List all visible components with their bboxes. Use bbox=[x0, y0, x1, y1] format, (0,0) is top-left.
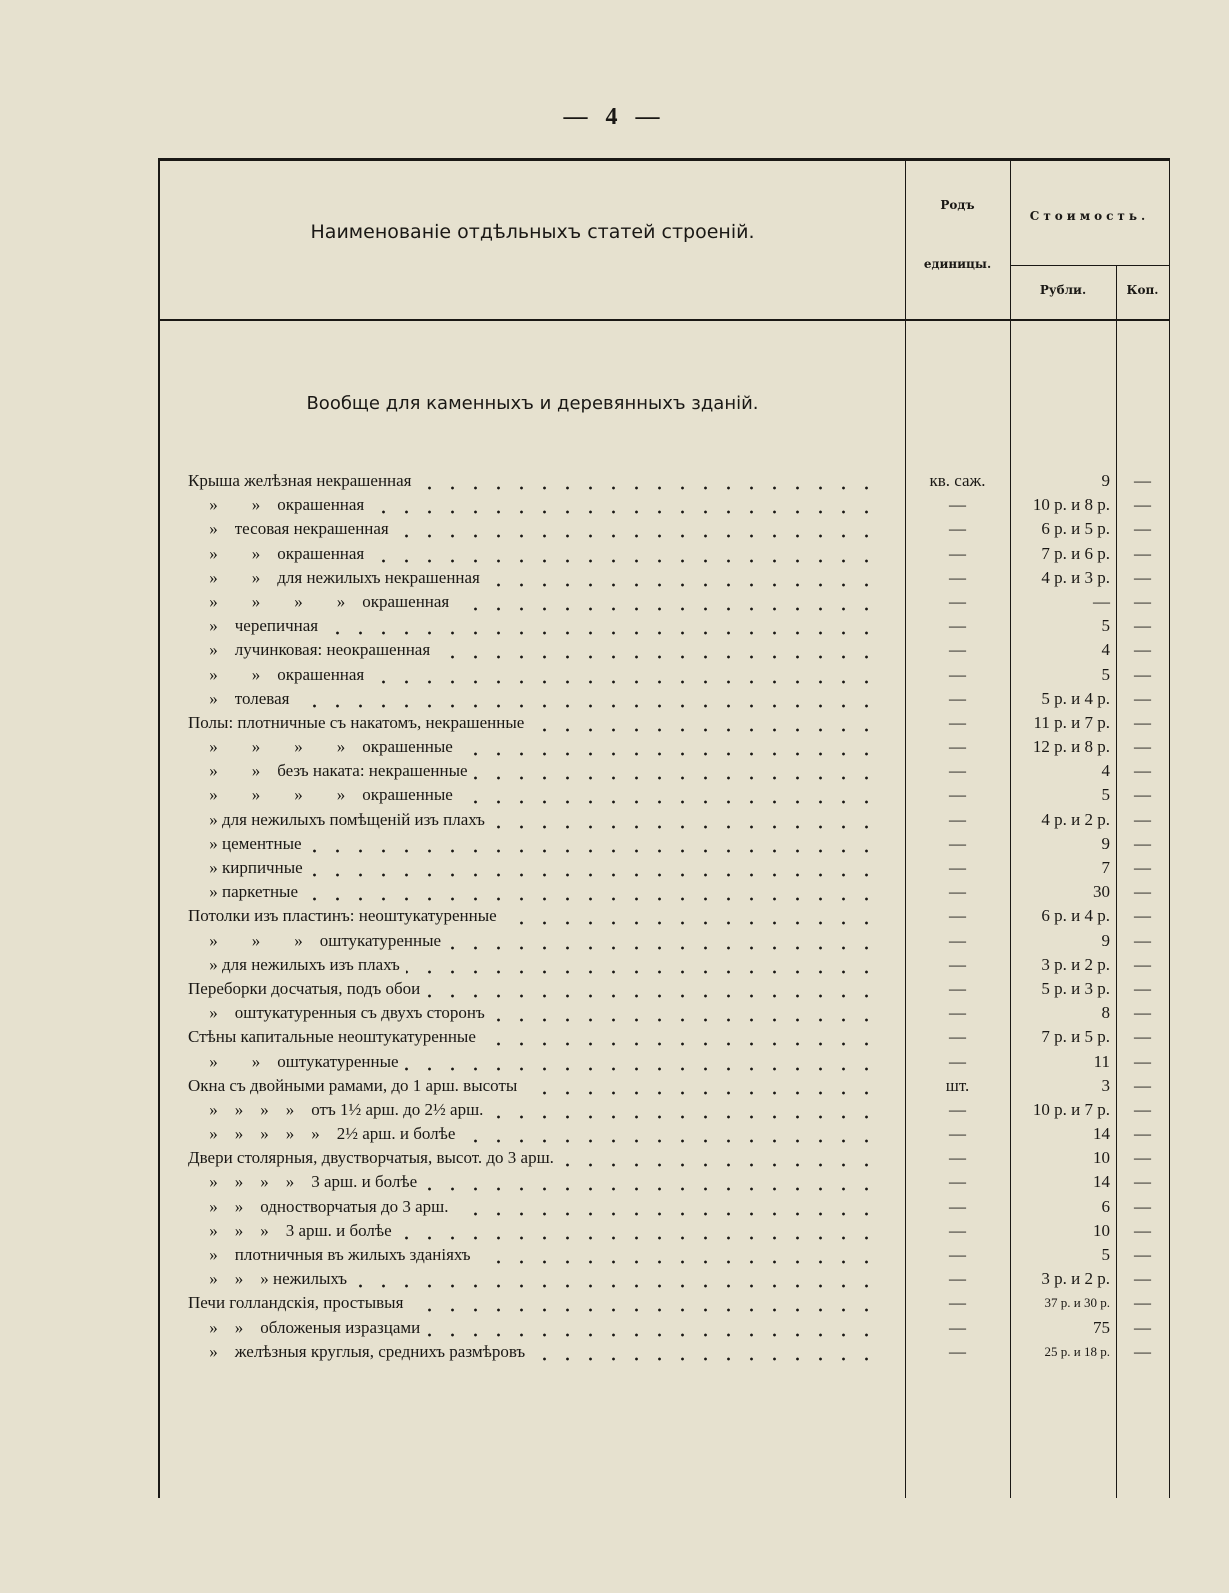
row-name-text: Двери столярныя, двустворчатыя, высот. до 3 арш. bbox=[188, 1148, 560, 1167]
row-name bbox=[188, 1146, 874, 1170]
row-kopecks: — bbox=[1134, 543, 1151, 563]
page-number: — 4 — bbox=[563, 104, 666, 130]
row-unit: — bbox=[949, 1172, 966, 1192]
row-name-text: Полы: плотничные съ накатомъ, некрашенные bbox=[188, 713, 530, 732]
table-row bbox=[160, 517, 1169, 541]
row-kopecks: — bbox=[1134, 833, 1151, 853]
row-name-text: » желѣзныя круглыя, среднихъ размѣровъ bbox=[188, 1342, 531, 1361]
row-name bbox=[188, 542, 874, 566]
row-name bbox=[188, 783, 874, 807]
row-name bbox=[188, 1219, 874, 1243]
row-kopecks: — bbox=[1134, 1124, 1151, 1144]
row-rubles: 9 bbox=[1101, 833, 1110, 853]
row-unit: — bbox=[949, 1293, 966, 1313]
row-rubles: 6 bbox=[1101, 1196, 1110, 1216]
table-row bbox=[160, 1291, 1169, 1315]
row-name-text: » цементные bbox=[188, 834, 308, 853]
row-unit: — bbox=[949, 712, 966, 732]
row-name-text: » » для нежилыхъ некрашенная bbox=[188, 568, 486, 587]
row-unit: — bbox=[949, 1099, 966, 1119]
row-rubles: 75 bbox=[1093, 1317, 1110, 1337]
row-unit: — bbox=[949, 688, 966, 708]
row-kopecks: — bbox=[1134, 1051, 1151, 1071]
row-name-text: » » одностворчатыя до 3 арш. bbox=[188, 1197, 455, 1216]
row-name bbox=[188, 808, 874, 832]
row-name-text: » паркетные bbox=[188, 882, 304, 901]
row-name-text: » » обложеныя изразцами bbox=[188, 1318, 426, 1337]
table-row bbox=[160, 808, 1169, 832]
row-name-text: » толевая bbox=[188, 689, 295, 708]
cost-table bbox=[158, 158, 1170, 1498]
row-rubles: 5 bbox=[1101, 1245, 1110, 1264]
row-rubles: — bbox=[1093, 591, 1110, 611]
table-row bbox=[160, 566, 1169, 590]
row-unit: — bbox=[949, 1341, 966, 1361]
table-header bbox=[160, 161, 1169, 321]
table-row bbox=[160, 880, 1169, 904]
row-unit: — bbox=[949, 1148, 966, 1168]
row-name-text: » » » » окрашенная bbox=[188, 592, 455, 611]
row-name-text: » » » » окрашенные bbox=[188, 737, 459, 756]
row-rubles: 14 bbox=[1093, 1172, 1110, 1192]
row-unit: — bbox=[949, 1196, 966, 1216]
row-kopecks: — bbox=[1134, 519, 1151, 539]
row-kopecks: — bbox=[1134, 882, 1151, 902]
row-rubles: 37 р. и 30 р. bbox=[1044, 1295, 1110, 1311]
row-name-text: Переборки досчатыя, подъ обои bbox=[188, 979, 426, 998]
row-kopecks: — bbox=[1134, 1317, 1151, 1337]
row-name-text: » » окрашенная bbox=[188, 665, 370, 684]
table-row bbox=[160, 904, 1169, 928]
row-rubles: 4 bbox=[1101, 761, 1110, 781]
row-unit: — bbox=[949, 1051, 966, 1071]
table-row bbox=[160, 590, 1169, 614]
row-name-text: » » » » окрашенные bbox=[188, 785, 459, 804]
row-unit: — bbox=[949, 664, 966, 684]
row-rubles: 14 bbox=[1093, 1124, 1110, 1144]
row-rubles: 10 bbox=[1093, 1148, 1110, 1168]
row-name-text: » для нежилыхъ изъ плахъ bbox=[188, 955, 406, 974]
row-rubles: 7 р. и 6 р. bbox=[1041, 543, 1110, 563]
row-name bbox=[188, 759, 874, 783]
row-unit: шт. bbox=[945, 1075, 970, 1095]
row-kopecks: — bbox=[1134, 1341, 1151, 1361]
row-unit: — bbox=[949, 1003, 966, 1023]
row-name-text: » тесовая некрашенная bbox=[188, 519, 395, 538]
row-unit: — bbox=[949, 495, 966, 515]
row-rubles: 5 bbox=[1101, 785, 1110, 805]
table-row bbox=[160, 711, 1169, 735]
row-rubles: 6 р. и 5 р. bbox=[1041, 519, 1110, 539]
row-name-text: Печи голландскія, простывыя bbox=[188, 1293, 409, 1312]
row-name bbox=[188, 1050, 874, 1074]
row-kopecks: — bbox=[1134, 616, 1151, 636]
row-name bbox=[188, 566, 874, 590]
row-kopecks: — bbox=[1134, 712, 1151, 732]
row-kopecks: — bbox=[1134, 1172, 1151, 1192]
row-name bbox=[188, 977, 874, 1001]
row-name bbox=[188, 1074, 874, 1098]
row-name bbox=[188, 1170, 874, 1194]
row-name bbox=[188, 1195, 874, 1219]
table-row bbox=[160, 735, 1169, 759]
row-name bbox=[188, 1340, 874, 1364]
row-rubles: 8 bbox=[1101, 1003, 1110, 1023]
row-rubles: 9 bbox=[1101, 471, 1110, 490]
row-name-text: Потолки изъ пластинъ: неоштукатуренные bbox=[188, 906, 503, 925]
header-cost: Стоимость. bbox=[1029, 209, 1150, 223]
row-kopecks: — bbox=[1134, 761, 1151, 781]
row-name bbox=[188, 856, 874, 880]
row-rubles: 11 bbox=[1093, 1051, 1110, 1071]
row-kopecks: — bbox=[1134, 495, 1151, 515]
row-rubles: 10 р. и 8 р. bbox=[1032, 495, 1110, 515]
header-unit-line1: Родъ bbox=[940, 198, 975, 212]
row-kopecks: — bbox=[1134, 737, 1151, 757]
row-rubles: 4 р. и 3 р. bbox=[1041, 567, 1110, 587]
row-unit: — bbox=[949, 1124, 966, 1144]
row-name-text: » » » нежилыхъ bbox=[188, 1269, 353, 1288]
row-name bbox=[188, 1267, 874, 1291]
row-unit: — bbox=[949, 809, 966, 829]
row-unit: — bbox=[949, 737, 966, 757]
row-name bbox=[188, 469, 874, 493]
row-kopecks: — bbox=[1134, 785, 1151, 805]
row-kopecks: — bbox=[1134, 1148, 1151, 1168]
header-unit-line2: единицы. bbox=[923, 257, 992, 271]
table-row bbox=[160, 929, 1169, 953]
table-row bbox=[160, 1170, 1169, 1194]
row-name bbox=[188, 687, 874, 711]
table-row bbox=[160, 1219, 1169, 1243]
row-unit: — bbox=[949, 1269, 966, 1289]
row-rubles: 11 р. и 7 р. bbox=[1033, 712, 1110, 732]
row-kopecks: — bbox=[1134, 978, 1151, 998]
row-unit: — bbox=[949, 761, 966, 781]
row-name-text: » оштукатуренныя съ двухъ сторонъ bbox=[188, 1003, 491, 1022]
row-name-text: » » окрашенная bbox=[188, 495, 370, 514]
row-name bbox=[188, 735, 874, 759]
table-row bbox=[160, 1195, 1169, 1219]
row-kopecks: — bbox=[1134, 954, 1151, 974]
row-rubles: 3 р. и 2 р. bbox=[1041, 1269, 1110, 1289]
table-row bbox=[160, 1074, 1169, 1098]
row-name bbox=[188, 880, 874, 904]
row-rubles: 4 р. и 2 р. bbox=[1041, 809, 1110, 829]
row-name-text: » » » оштукатуренные bbox=[188, 931, 447, 950]
row-kopecks: — bbox=[1134, 1027, 1151, 1047]
row-unit: — bbox=[949, 519, 966, 539]
table-row bbox=[160, 1316, 1169, 1340]
table-row bbox=[160, 832, 1169, 856]
row-kopecks: — bbox=[1134, 1293, 1151, 1313]
row-rubles: 5 bbox=[1101, 664, 1110, 684]
table-row bbox=[160, 977, 1169, 1001]
row-name bbox=[188, 1243, 874, 1267]
table-row bbox=[160, 1025, 1169, 1049]
table-row bbox=[160, 493, 1169, 517]
row-name-text: Стѣны капитальные неоштукатуренные bbox=[188, 1027, 482, 1046]
row-kopecks: — bbox=[1134, 664, 1151, 684]
table-row bbox=[160, 1098, 1169, 1122]
row-kopecks: — bbox=[1134, 591, 1151, 611]
row-name bbox=[188, 953, 874, 977]
row-unit: — bbox=[949, 882, 966, 902]
table-row bbox=[160, 1050, 1169, 1074]
row-kopecks: — bbox=[1134, 1099, 1151, 1119]
row-kopecks: — bbox=[1134, 858, 1151, 877]
row-rubles: 30 bbox=[1093, 882, 1110, 902]
row-unit: — bbox=[949, 1220, 966, 1240]
row-name-text: » » » » 3 арш. и болѣе bbox=[188, 1172, 423, 1191]
table-row bbox=[160, 953, 1169, 977]
row-name-text: » черепичная bbox=[188, 616, 324, 635]
row-name bbox=[188, 832, 874, 856]
row-rubles: 5 р. и 4 р. bbox=[1041, 688, 1110, 708]
row-kopecks: — bbox=[1134, 1245, 1151, 1264]
table-row bbox=[160, 783, 1169, 807]
row-name-text: » лучинковая: неокрашенная bbox=[188, 640, 436, 659]
row-name bbox=[188, 929, 874, 953]
row-name-text: » для нежилыхъ помѣщеній изъ плахъ bbox=[188, 810, 491, 829]
row-kopecks: — bbox=[1134, 1075, 1151, 1095]
row-name bbox=[188, 1001, 874, 1025]
table-row bbox=[160, 856, 1169, 880]
row-rubles: 25 р. и 18 р. bbox=[1044, 1343, 1110, 1359]
row-kopecks: — bbox=[1134, 640, 1151, 660]
row-name bbox=[188, 1316, 874, 1340]
row-name-text: Окна съ двойными рамами, до 1 арш. высоты bbox=[188, 1076, 523, 1095]
section-title: Вообще для каменныхъ и деревянныхъ зданій. bbox=[306, 393, 759, 414]
table-row bbox=[160, 1001, 1169, 1025]
row-name-text: » » » 3 арш. и болѣе bbox=[188, 1221, 398, 1240]
row-kopecks: — bbox=[1134, 906, 1151, 926]
table-row bbox=[160, 638, 1169, 662]
row-unit: — bbox=[949, 833, 966, 853]
row-unit: — bbox=[949, 567, 966, 587]
table-row bbox=[160, 1146, 1169, 1170]
row-unit: — bbox=[949, 1245, 966, 1264]
row-unit: — bbox=[949, 1027, 966, 1047]
row-name bbox=[188, 638, 874, 662]
row-rubles: 12 р. и 8 р. bbox=[1032, 737, 1110, 757]
table-row bbox=[160, 1267, 1169, 1291]
row-kopecks: — bbox=[1134, 930, 1151, 950]
table-row bbox=[160, 759, 1169, 783]
row-unit: — bbox=[949, 858, 966, 877]
row-rubles: 6 р. и 4 р. bbox=[1041, 906, 1110, 926]
row-name-text: » » » » » 2½ арш. и болѣе bbox=[188, 1124, 461, 1143]
row-rubles: 5 bbox=[1101, 616, 1110, 636]
row-name-text: » кирпичные bbox=[188, 858, 309, 877]
row-rubles: 9 bbox=[1101, 930, 1110, 950]
row-kopecks: — bbox=[1134, 1003, 1151, 1023]
table-row bbox=[160, 1340, 1169, 1364]
table-row bbox=[160, 614, 1169, 638]
row-unit: кв. саж. bbox=[929, 471, 986, 490]
row-name-text: » » окрашенная bbox=[188, 544, 370, 563]
row-unit: — bbox=[949, 978, 966, 998]
row-name-text: Крыша желѣзная некрашенная bbox=[188, 471, 418, 490]
row-unit: — bbox=[949, 543, 966, 563]
table-row bbox=[160, 663, 1169, 687]
row-kopecks: — bbox=[1134, 471, 1151, 490]
row-name bbox=[188, 590, 874, 614]
row-rubles: 3 bbox=[1101, 1075, 1110, 1095]
row-unit: — bbox=[949, 930, 966, 950]
row-rubles: 7 bbox=[1101, 858, 1110, 877]
table-row bbox=[160, 542, 1169, 566]
row-rubles: 5 р. и 3 р. bbox=[1041, 978, 1110, 998]
row-rubles: 10 р. и 7 р. bbox=[1032, 1099, 1110, 1119]
header-rubles: Рубли. bbox=[1039, 283, 1087, 297]
row-rubles: 4 bbox=[1101, 640, 1110, 660]
row-rubles: 10 bbox=[1093, 1220, 1110, 1240]
row-name bbox=[188, 904, 874, 928]
row-rubles: 3 р. и 2 р. bbox=[1041, 954, 1110, 974]
row-unit: — bbox=[949, 906, 966, 926]
row-name bbox=[188, 493, 874, 517]
row-name-text: » плотничныя въ жилыхъ зданіяхъ bbox=[188, 1245, 477, 1264]
row-name bbox=[188, 614, 874, 638]
table-row bbox=[160, 687, 1169, 711]
table-row bbox=[160, 1243, 1169, 1267]
row-kopecks: — bbox=[1134, 1196, 1151, 1216]
row-unit: — bbox=[949, 616, 966, 636]
row-name-text: » » оштукатуренные bbox=[188, 1052, 405, 1071]
row-name bbox=[188, 1098, 874, 1122]
row-kopecks: — bbox=[1134, 567, 1151, 587]
row-name-text: » » безъ наката: некрашенные bbox=[188, 761, 474, 780]
row-unit: — bbox=[949, 954, 966, 974]
row-name bbox=[188, 711, 874, 735]
row-unit: — bbox=[949, 785, 966, 805]
table-row bbox=[160, 469, 1169, 493]
row-kopecks: — bbox=[1134, 1269, 1151, 1289]
row-unit: — bbox=[949, 591, 966, 611]
row-unit: — bbox=[949, 640, 966, 660]
row-name bbox=[188, 1122, 874, 1146]
header-name: Наименованіе отдѣльныхъ статей строеній. bbox=[310, 221, 755, 243]
row-name bbox=[188, 517, 874, 541]
row-kopecks: — bbox=[1134, 809, 1151, 829]
header-kopecks: Коп. bbox=[1126, 283, 1159, 297]
row-name bbox=[188, 1291, 874, 1315]
row-rubles: 7 р. и 5 р. bbox=[1041, 1027, 1110, 1047]
row-unit: — bbox=[949, 1317, 966, 1337]
row-name bbox=[188, 1025, 874, 1049]
row-kopecks: — bbox=[1134, 1220, 1151, 1240]
table-body bbox=[160, 469, 1169, 1364]
row-name bbox=[188, 663, 874, 687]
header-cost-divider bbox=[1010, 265, 1169, 266]
row-kopecks: — bbox=[1134, 688, 1151, 708]
row-name-text: » » » » отъ 1½ арш. до 2½ арш. bbox=[188, 1100, 489, 1119]
table-row bbox=[160, 1122, 1169, 1146]
